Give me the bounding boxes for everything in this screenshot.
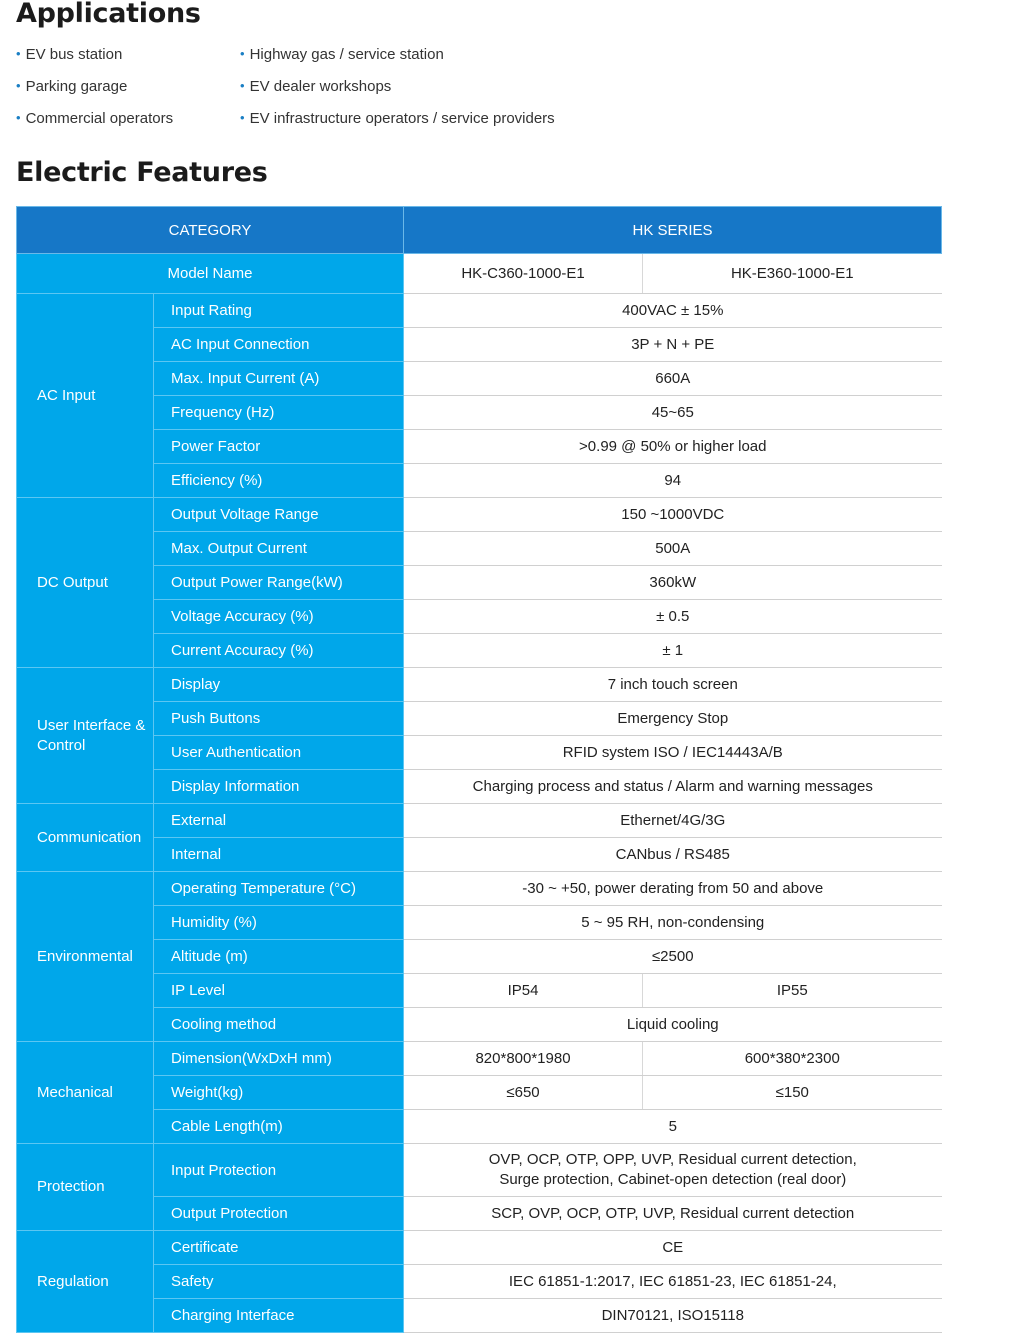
param-cell: Current Accuracy (%) bbox=[154, 634, 404, 668]
table-row bbox=[17, 804, 942, 838]
bullet-icon: • bbox=[240, 110, 245, 125]
table-row bbox=[17, 1110, 942, 1144]
value-cell: 820*800*1980 bbox=[404, 1042, 643, 1076]
value-cell: -30 ~ +50, power derating from 50 and above bbox=[404, 872, 942, 906]
param-cell: IP Level bbox=[154, 974, 404, 1008]
application-item: • Parking garage bbox=[16, 78, 128, 95]
value-cell: IP54 bbox=[404, 974, 643, 1008]
value-cell: Emergency Stop bbox=[404, 702, 942, 736]
value-cell: 500A bbox=[404, 532, 942, 566]
table-row bbox=[17, 872, 942, 906]
table-row bbox=[17, 770, 942, 804]
category-cell: Mechanical bbox=[17, 1042, 154, 1144]
application-item: • EV dealer workshops bbox=[240, 78, 392, 95]
category-cell: Regulation bbox=[17, 1231, 154, 1333]
application-item: • Commercial operators bbox=[16, 110, 174, 127]
value-cell: 94 bbox=[404, 464, 942, 498]
spec-table bbox=[16, 206, 942, 1333]
table-row bbox=[17, 328, 942, 362]
param-cell: Display bbox=[154, 668, 404, 702]
table-row bbox=[17, 1197, 942, 1231]
param-cell: Operating Temperature (°C) bbox=[154, 872, 404, 906]
model-name-label: Model Name bbox=[17, 254, 404, 294]
value-cell: Charging process and status / Alarm and warning messages bbox=[404, 770, 942, 804]
value-cell: IP55 bbox=[643, 974, 942, 1008]
param-cell: Internal bbox=[154, 838, 404, 872]
bullet-icon: • bbox=[240, 46, 245, 61]
application-item: • EV infrastructure operators / service providers bbox=[240, 110, 555, 127]
application-item: • EV bus station bbox=[16, 46, 123, 63]
value-cell: Liquid cooling bbox=[404, 1008, 942, 1042]
value-cell: >0.99 @ 50% or higher load bbox=[404, 430, 942, 464]
value-cell: 5 ~ 95 RH, non-condensing bbox=[404, 906, 942, 940]
table-row bbox=[17, 294, 942, 328]
table-row bbox=[17, 396, 942, 430]
table-row bbox=[17, 430, 942, 464]
category-cell: AC Input bbox=[17, 294, 154, 498]
value-cell: 7 inch touch screen bbox=[404, 668, 942, 702]
param-cell: Input Rating bbox=[154, 294, 404, 328]
applications-title: Applications bbox=[16, 0, 201, 29]
value-cell: ± 1 bbox=[404, 634, 942, 668]
param-cell: Humidity (%) bbox=[154, 906, 404, 940]
header-category: CATEGORY bbox=[17, 207, 404, 254]
param-cell: External bbox=[154, 804, 404, 838]
param-cell: Output Protection bbox=[154, 1197, 404, 1231]
table-row bbox=[17, 736, 942, 770]
value-cell: Ethernet/4G/3G bbox=[404, 804, 942, 838]
model-row bbox=[17, 254, 942, 294]
table-row bbox=[17, 1231, 942, 1265]
param-cell: Power Factor bbox=[154, 430, 404, 464]
value-cell: IEC 61851-1:2017, IEC 61851-23, IEC 61851-24, bbox=[404, 1265, 942, 1299]
category-cell: User Interface & Control bbox=[17, 668, 154, 804]
table-row bbox=[17, 362, 942, 396]
application-item: • Highway gas / service station bbox=[240, 46, 444, 63]
table-row bbox=[17, 906, 942, 940]
header-series: HK SERIES bbox=[404, 207, 942, 254]
param-cell: Dimension(WxDxH mm) bbox=[154, 1042, 404, 1076]
table-row bbox=[17, 1008, 942, 1042]
table-row bbox=[17, 1042, 942, 1076]
value-cell: ± 0.5 bbox=[404, 600, 942, 634]
value-cell: 360kW bbox=[404, 566, 942, 600]
value-cell: 400VAC ± 15% bbox=[404, 294, 942, 328]
table-row bbox=[17, 600, 942, 634]
value-cell: DIN70121, ISO15118 bbox=[404, 1299, 942, 1333]
param-cell: Cable Length(m) bbox=[154, 1110, 404, 1144]
param-cell: Input Protection bbox=[154, 1144, 404, 1197]
category-cell: DC Output bbox=[17, 498, 154, 668]
table-row bbox=[17, 566, 942, 600]
table-row bbox=[17, 1299, 942, 1333]
table-header-row bbox=[17, 207, 942, 254]
value-cell: ≤150 bbox=[643, 1076, 942, 1110]
param-cell: Voltage Accuracy (%) bbox=[154, 600, 404, 634]
table-row bbox=[17, 634, 942, 668]
param-cell: Frequency (Hz) bbox=[154, 396, 404, 430]
category-cell: Environmental bbox=[17, 872, 154, 1042]
value-cell: CE bbox=[404, 1231, 942, 1265]
table-row bbox=[17, 702, 942, 736]
table-row bbox=[17, 838, 942, 872]
category-cell: Protection bbox=[17, 1144, 154, 1231]
param-cell: Output Voltage Range bbox=[154, 498, 404, 532]
param-cell: Display Information bbox=[154, 770, 404, 804]
param-cell: Push Buttons bbox=[154, 702, 404, 736]
table-row bbox=[17, 1265, 942, 1299]
table-row bbox=[17, 1076, 942, 1110]
table-row bbox=[17, 464, 942, 498]
category-cell: Communication bbox=[17, 804, 154, 872]
model-value: HK-C360-1000-E1 bbox=[404, 254, 643, 294]
bullet-icon: • bbox=[16, 46, 21, 61]
value-cell: SCP, OVP, OCP, OTP, UVP, Residual current detection bbox=[404, 1197, 942, 1231]
value-cell: ≤2500 bbox=[404, 940, 942, 974]
param-cell: AC Input Connection bbox=[154, 328, 404, 362]
table-row bbox=[17, 1144, 942, 1197]
param-cell: Certificate bbox=[154, 1231, 404, 1265]
value-cell: 150 ~1000VDC bbox=[404, 498, 942, 532]
param-cell: Efficiency (%) bbox=[154, 464, 404, 498]
bullet-icon: • bbox=[16, 110, 21, 125]
param-cell: Max. Output Current bbox=[154, 532, 404, 566]
electric-features-title: Electric Features bbox=[16, 157, 268, 188]
param-cell: Charging Interface bbox=[154, 1299, 404, 1333]
value-cell: 600*380*2300 bbox=[643, 1042, 942, 1076]
value-cell: 3P + N + PE bbox=[404, 328, 942, 362]
bullet-icon: • bbox=[240, 78, 245, 93]
value-cell: 660A bbox=[404, 362, 942, 396]
value-cell: CANbus / RS485 bbox=[404, 838, 942, 872]
model-value: HK-E360-1000-E1 bbox=[643, 254, 942, 294]
param-cell: User Authentication bbox=[154, 736, 404, 770]
param-cell: Max. Input Current (A) bbox=[154, 362, 404, 396]
param-cell: Weight(kg) bbox=[154, 1076, 404, 1110]
param-cell: Safety bbox=[154, 1265, 404, 1299]
value-cell: RFID system ISO / IEC14443A/B bbox=[404, 736, 942, 770]
bullet-icon: • bbox=[16, 78, 21, 93]
value-cell: 5 bbox=[404, 1110, 942, 1144]
param-cell: Cooling method bbox=[154, 1008, 404, 1042]
table-row bbox=[17, 668, 942, 702]
table-row bbox=[17, 940, 942, 974]
table-row bbox=[17, 974, 942, 1008]
value-cell: OVP, OCP, OTP, OPP, UVP, Residual current detection, Surge protection, Cabinet-open detection (real door) bbox=[404, 1144, 942, 1197]
param-cell: Altitude (m) bbox=[154, 940, 404, 974]
value-cell: 45~65 bbox=[404, 396, 942, 430]
table-row bbox=[17, 532, 942, 566]
value-cell: ≤650 bbox=[404, 1076, 643, 1110]
table-row bbox=[17, 498, 942, 532]
param-cell: Output Power Range(kW) bbox=[154, 566, 404, 600]
